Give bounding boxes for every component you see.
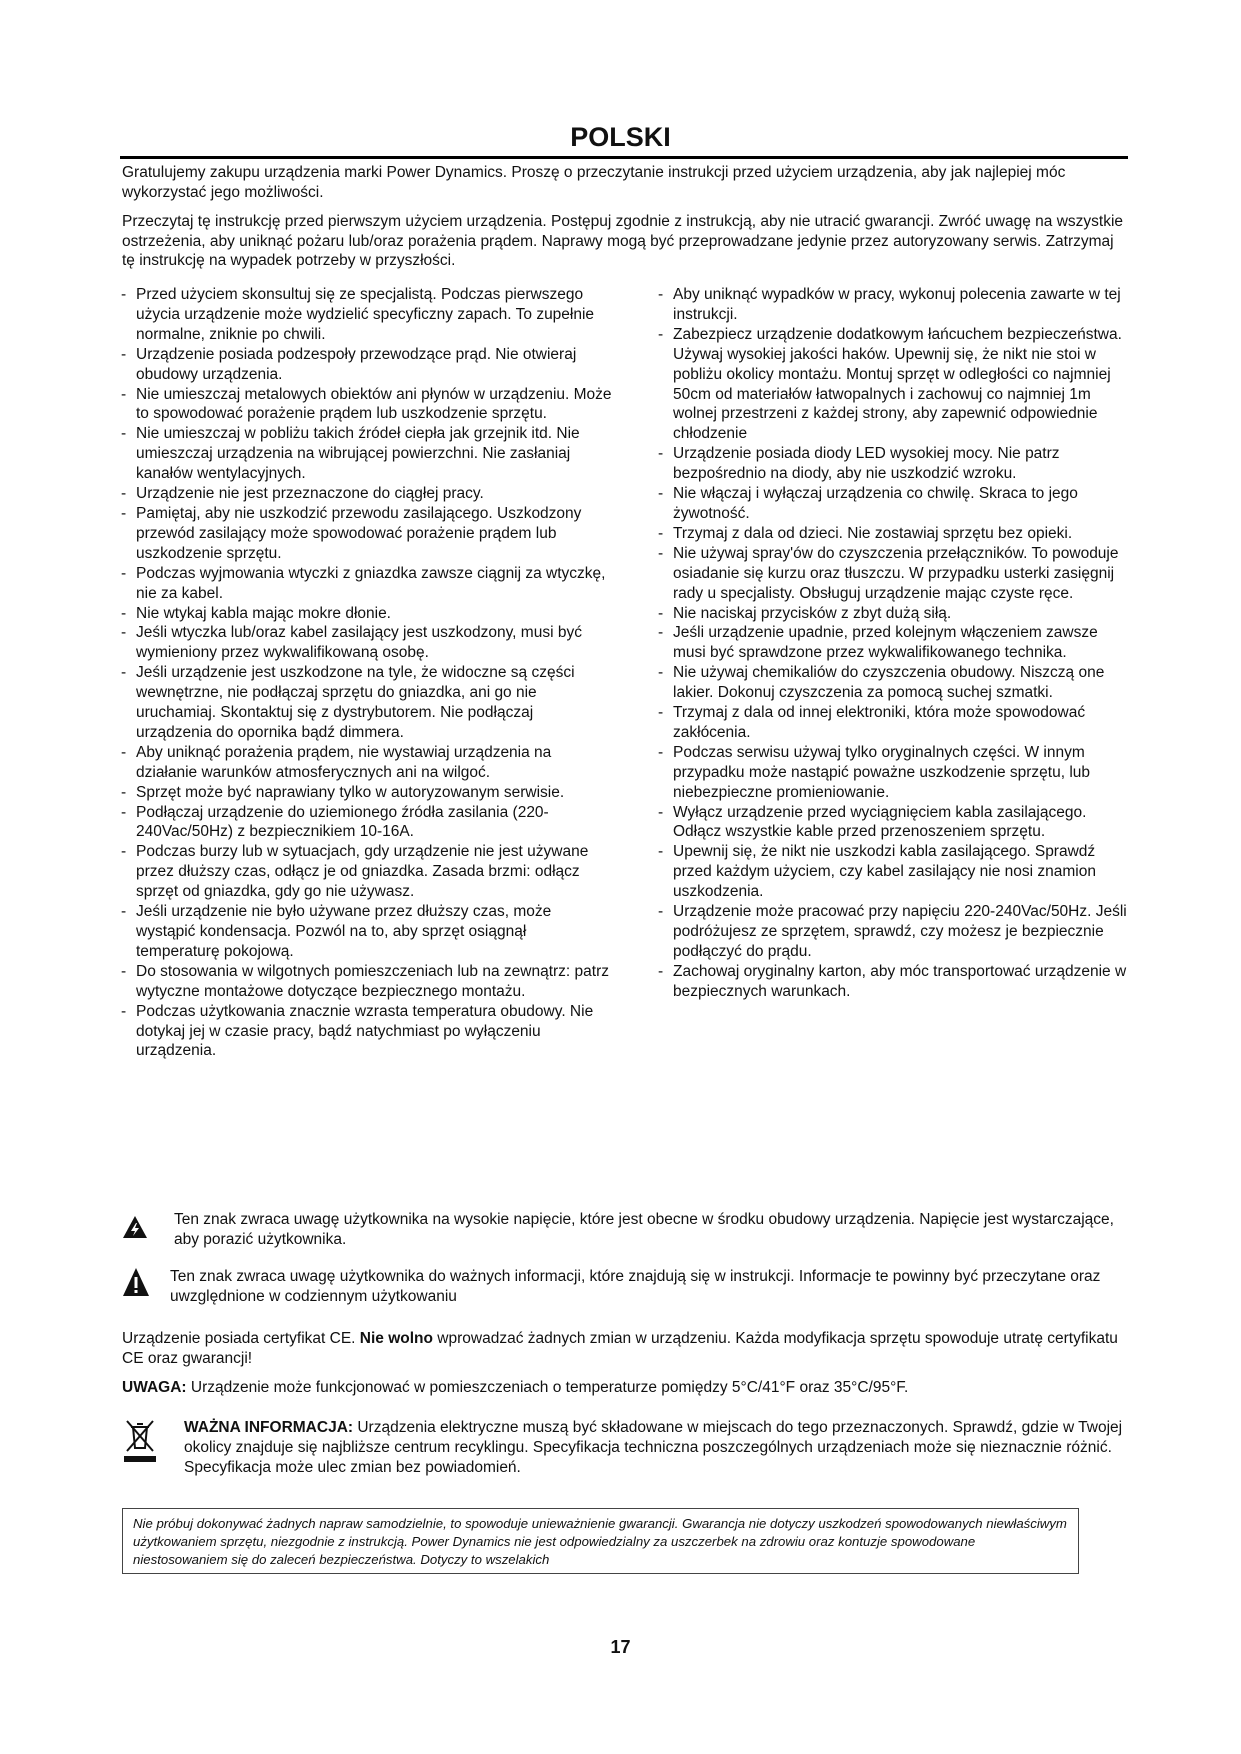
list-item bbox=[118, 902, 613, 962]
bullet-dash: - bbox=[658, 743, 664, 761]
list-item-text: Podczas burzy lub w sytuacjach, gdy urządzenie nie jest używane przez dłuższy czas, odłącz je od gniazdka. Zasada brzmi: odłącz sprzęt od gniazdka, gdy go nie używasz. bbox=[136, 843, 589, 901]
list-item bbox=[118, 803, 613, 843]
uwaga-label: UWAGA: bbox=[122, 1379, 187, 1396]
bullet-dash: - bbox=[121, 345, 127, 363]
page-title: POLSKI bbox=[570, 122, 671, 152]
bullet-dash: - bbox=[121, 385, 127, 403]
list-item-text: Jeśli wtyczka lub/oraz kabel zasilający jest uszkodzony, musi być wymieniony przez wykwalifikowaną osobę. bbox=[136, 624, 582, 662]
list-item bbox=[118, 604, 613, 624]
title-divider bbox=[120, 156, 1128, 159]
bullet-dash: - bbox=[658, 445, 664, 463]
bullet-dash: - bbox=[658, 286, 664, 303]
important-info-text: Ten znak zwraca uwagę użytkownika do ważnych informacji, które znajdują się w instrukcji. Informacje te powinny być przeczytane oraz uwzględnione w codziennym użytkowaniu bbox=[170, 1268, 1101, 1305]
list-item bbox=[655, 285, 1128, 325]
list-item bbox=[118, 783, 613, 803]
list-item bbox=[118, 345, 613, 385]
ce-notice bbox=[122, 1329, 1127, 1368]
high-voltage-text: Ten znak zwraca uwagę użytkownika na wysokie napięcie, które jest obecne w środku obudowy urządzenia. Napięcie jest wystarczające, aby porazić użytkownika. bbox=[174, 1211, 1114, 1248]
list-item bbox=[118, 623, 613, 663]
exclamation-warning-icon bbox=[122, 1267, 150, 1297]
bullet-dash: - bbox=[121, 604, 127, 622]
bullet-dash: - bbox=[658, 843, 664, 861]
bullet-dash: - bbox=[121, 962, 127, 980]
list-item bbox=[118, 842, 613, 902]
ce-text-start: Urządzenie posiada certyfikat CE. bbox=[122, 1330, 360, 1347]
list-item-text: Urządzenie posiada podzespoły przewodzące prąd. Nie otwieraj obudowy urządzenia. bbox=[136, 345, 577, 383]
bullet-dash: - bbox=[121, 624, 127, 642]
list-item-text: Przed użyciem skonsultuj się ze specjalistą. Podczas pierwszego użycia urządzenie może wydzielić specyficzny zapach. To zupełnie normalne, zniknie po chwili. bbox=[136, 286, 595, 343]
bullet-dash: - bbox=[121, 504, 127, 522]
list-item bbox=[655, 444, 1128, 484]
list-item bbox=[118, 663, 613, 743]
wazna-text: Urządzenia elektryczne muszą być składowane w miejscach do tego przeznaczonych. Sprawdź, gdzie w Twojej okolicy znajduje się najbliższe centrum recyklingu. Specyfikacja techniczna poszczególnych urządzeniach może się nieznacznie różnić. Specyfikacja może ulec zmian bez powiadomień. bbox=[184, 1419, 1123, 1476]
bullet-dash: - bbox=[121, 743, 127, 761]
safety-list-right bbox=[655, 285, 1128, 1002]
weee-bin-icon bbox=[124, 1418, 156, 1464]
list-item bbox=[655, 842, 1128, 902]
bullet-dash: - bbox=[121, 903, 127, 921]
bullet-dash: - bbox=[658, 664, 664, 682]
list-item-text: Podczas wyjmowania wtyczki z gniazdka zawsze ciągnij za wtyczkę, nie za kabel. bbox=[136, 564, 606, 602]
list-item-text: Trzymaj z dala od innej elektroniki, która może spowodować zakłócenia. bbox=[673, 704, 1086, 741]
ce-emphasis: Nie wolno bbox=[359, 1330, 433, 1347]
list-item-text: Zabezpiecz urządzenie dodatkowym łańcuchem bezpieczeństwa. Używaj wysokiej jakości haków. Upewnij się, że nikt nie stoi w pobliżu okolicy montażu. Montuj sprzęt w odległości co najmniej 50cm od materiałów łatwopalnych i zachowuj co najmniej 1m wolnej przestrzeni z każdej strony, aby zapewnić odpowiednie chłodzenie bbox=[673, 325, 1122, 443]
list-item-text: Podłączaj urządzenie do uziemionego źródła zasilania (220-240Vac/50Hz) z bezpiecznikiem 10-16A. bbox=[136, 803, 549, 841]
instruction-paragraph: Przeczytaj tę instrukcję przed pierwszym użyciem urządzenia. Postępuj zgodnie z instrukcją, aby nie utracić gwarancji. Zwróć uwagę na wszystkie ostrzeżenia, aby uniknąć pożaru lub/oraz porażenia prądem. Naprawy mogą być przeprowadzane jedynie przez autoryzowany serwis. Zatrzymaj tę instrukcję na wypadek potrzeby w przyszłości. bbox=[122, 213, 1124, 269]
warranty-disclaimer: Nie próbuj dokonywać żadnych napraw samodzielnie, to spowoduje unieważnienie gwarancji. Gwarancja nie dotyczy uszkodzeń spowodowanych niewłaściwym użytkowaniem sprzętu, niezgodnie z instrukcją. Power Dynamics nie jest odpowiedzialny za uszczerbek na zdrowiu oraz kontuzje spowodowane niestosowaniem się do zaleceń bezpieczeństwa. Dotyczy to wszelakich bbox=[122, 1508, 1079, 1574]
list-item-text: Nie włączaj i wyłączaj urządzenia co chwilę. Skraca to jego żywotność. bbox=[673, 485, 1078, 522]
list-item bbox=[118, 285, 613, 345]
bullet-dash: - bbox=[658, 524, 664, 542]
bullet-dash: - bbox=[121, 485, 127, 503]
bullet-dash: - bbox=[121, 286, 127, 303]
list-item-text: Nie umieszczaj metalowych obiektów ani płynów w urządzeniu. Może to spowodować porażenie prądem lub uszkodzenie sprzętu. bbox=[136, 385, 612, 423]
bullet-dash: - bbox=[658, 485, 664, 503]
list-item bbox=[655, 743, 1128, 803]
list-item bbox=[118, 484, 613, 504]
list-item-text: Jeśli urządzenie upadnie, przed kolejnym włączeniem zawsze musi być sprawdzone przez wykwalifikowanego technika. bbox=[673, 624, 1098, 662]
list-item-text: Upewnij się, że nikt nie uszkodzi kabla zasilającego. Sprawdź przed każdym użyciem, czy kabel zasilający nie nosi znamion uszkodzenia. bbox=[673, 843, 1096, 901]
list-item bbox=[655, 544, 1128, 604]
safety-list-left bbox=[118, 285, 613, 1061]
uwaga-notice bbox=[122, 1378, 1127, 1398]
bullet-dash: - bbox=[658, 803, 664, 821]
list-item-text: Trzymaj z dala od dzieci. Nie zostawiaj sprzętu bez opieki. bbox=[673, 524, 1073, 542]
list-item bbox=[655, 803, 1128, 843]
wazna-label: WAŻNA INFORMACJA: bbox=[184, 1419, 354, 1436]
bullet-dash: - bbox=[121, 803, 127, 821]
list-item-text: Jeśli urządzenie nie było używane przez dłuższy czas, może wystąpić kondensacja. Pozwól na to, aby sprzęt osiągnął temperaturę pokojową. bbox=[136, 903, 552, 960]
list-item-text: Wyłącz urządzenie przed wyciągnięciem kabla zasilającego. Odłącz wszystkie kable przed przenoszeniem sprzętu. bbox=[673, 803, 1087, 841]
bullet-dash: - bbox=[121, 843, 127, 861]
list-item bbox=[655, 703, 1128, 743]
bullet-dash: - bbox=[121, 664, 127, 682]
bullet-dash: - bbox=[658, 604, 664, 622]
list-item bbox=[655, 484, 1128, 524]
list-item bbox=[655, 604, 1128, 624]
list-item bbox=[118, 564, 613, 604]
list-item bbox=[655, 902, 1128, 962]
uwaga-text: Urządzenie może funkcjonować w pomieszczeniach o temperaturze pomiędzy 5°C/41°F oraz 35°C/95°F. bbox=[186, 1379, 909, 1396]
list-item bbox=[118, 743, 613, 783]
intro-paragraph: Gratulujemy zakupu urządzenia marki Power Dynamics. Proszę o przeczytanie instrukcji przed użyciem urządzenia, aby jak najlepiej móc wykorzystać jego możliwości. bbox=[122, 164, 1066, 201]
list-item-text: Nie używaj spray'ów do czyszczenia przełączników. To powoduje osiadanie się kurzu oraz tłuszczu. W przypadku usterki zasięgnij rady u specjalisty. Obsługuj urządzenie mając czyste ręce. bbox=[673, 544, 1119, 602]
list-item bbox=[118, 1002, 613, 1062]
list-item bbox=[655, 962, 1128, 1002]
recycling-text bbox=[184, 1418, 1127, 1478]
list-item-text: Urządzenie może pracować przy napięciu 220-240Vac/50Hz. Jeśli podróżujesz ze sprzętem, sprawdź, czy możesz je bezpiecznie podłączyć do prądu. bbox=[673, 903, 1127, 960]
bullet-dash: - bbox=[658, 624, 664, 642]
list-item-text: Nie naciskaj przycisków z zbyt dużą siłą. bbox=[673, 604, 952, 622]
bullet-dash: - bbox=[121, 1002, 127, 1020]
ce-text-end: wprowadzać żadnych zmian w urządzeniu. Każda modyfikacja sprzętu spowoduje utratę certyfikatu CE oraz gwarancji! bbox=[122, 1330, 1118, 1367]
list-item-text: Nie umieszczaj w pobliżu takich źródeł ciepła jak grzejnik itd. Nie umieszczaj urządzenia na wibrującej powierzchni. Nie zasłaniaj kanałów wentylacyjnych. bbox=[136, 425, 580, 483]
list-item-text: Aby uniknąć porażenia prądem, nie wystawiaj urządzenia na działanie warunków atmosferycznych ani na wilgoć. bbox=[136, 743, 552, 781]
list-item-text: Nie wtykaj kabla mając mokre dłonie. bbox=[136, 604, 391, 622]
list-item-text: Zachowaj oryginalny karton, aby móc transportować urządzenie w bezpiecznych warunkach. bbox=[673, 962, 1127, 1000]
lightning-warning-icon bbox=[122, 1214, 148, 1240]
list-item-text: Podczas użytkowania znacznie wzrasta temperatura obudowy. Nie dotykaj jej w czasie pracy, bądź natychmiast po wyłączeniu urządzenia. bbox=[136, 1002, 594, 1060]
list-item-text: Urządzenie posiada diody LED wysokiej mocy. Nie patrz bezpośrednio na diody, aby nie uszkodzić wzroku. bbox=[673, 445, 1060, 483]
list-item bbox=[655, 325, 1128, 444]
list-item-text: Urządzenie nie jest przeznaczone do ciągłej pracy. bbox=[136, 485, 484, 503]
list-item-text: Aby uniknąć wypadków w pracy, wykonuj polecenia zawarte w tej instrukcji. bbox=[673, 286, 1121, 323]
list-item-text: Podczas serwisu używaj tylko oryginalnych części. W innym przypadku może nastąpić poważne uszkodzenie sprzętu, lub niebezpieczne promieniowanie. bbox=[673, 743, 1091, 801]
bullet-dash: - bbox=[121, 564, 127, 582]
page-number: 17 bbox=[610, 1637, 631, 1657]
list-item bbox=[118, 504, 613, 564]
list-item-text: Pamiętaj, aby nie uszkodzić przewodu zasilającego. Uszkodzony przewód zasilający może spowodować porażenie prądem lub uszkodzenie sprzętu. bbox=[136, 504, 582, 562]
bullet-dash: - bbox=[658, 704, 664, 722]
bullet-dash: - bbox=[658, 962, 664, 980]
list-item-text: Do stosowania w wilgotnych pomieszczeniach lub na zewnątrz: patrz wytyczne montażowe dotyczące bezpiecznego montażu. bbox=[136, 962, 609, 1000]
bullet-dash: - bbox=[121, 425, 127, 443]
list-item-text: Nie używaj chemikaliów do czyszczenia obudowy. Niszczą one lakier. Dokonuj czyszczenia za pomocą suchej szmatki. bbox=[673, 664, 1105, 702]
bullet-dash: - bbox=[658, 544, 664, 562]
list-item bbox=[118, 962, 613, 1002]
list-item bbox=[655, 663, 1128, 703]
bullet-dash: - bbox=[658, 903, 664, 921]
list-item bbox=[655, 623, 1128, 663]
list-item bbox=[118, 385, 613, 425]
list-item-text: Sprzęt może być naprawiany tylko w autoryzowanym serwisie. bbox=[136, 783, 565, 801]
list-item-text: Jeśli urządzenie jest uszkodzone na tyle, że widoczne są części wewnętrzne, nie podłączaj sprzętu do gniazdka, ani go nie uruchamiaj. Skontaktuj się z dystrybutorem. Nie podłączaj urządzenia do opornika bądź dimmera. bbox=[136, 664, 575, 741]
list-item bbox=[118, 424, 613, 484]
bullet-dash: - bbox=[121, 783, 127, 801]
bullet-dash: - bbox=[658, 325, 664, 343]
list-item bbox=[655, 524, 1128, 544]
